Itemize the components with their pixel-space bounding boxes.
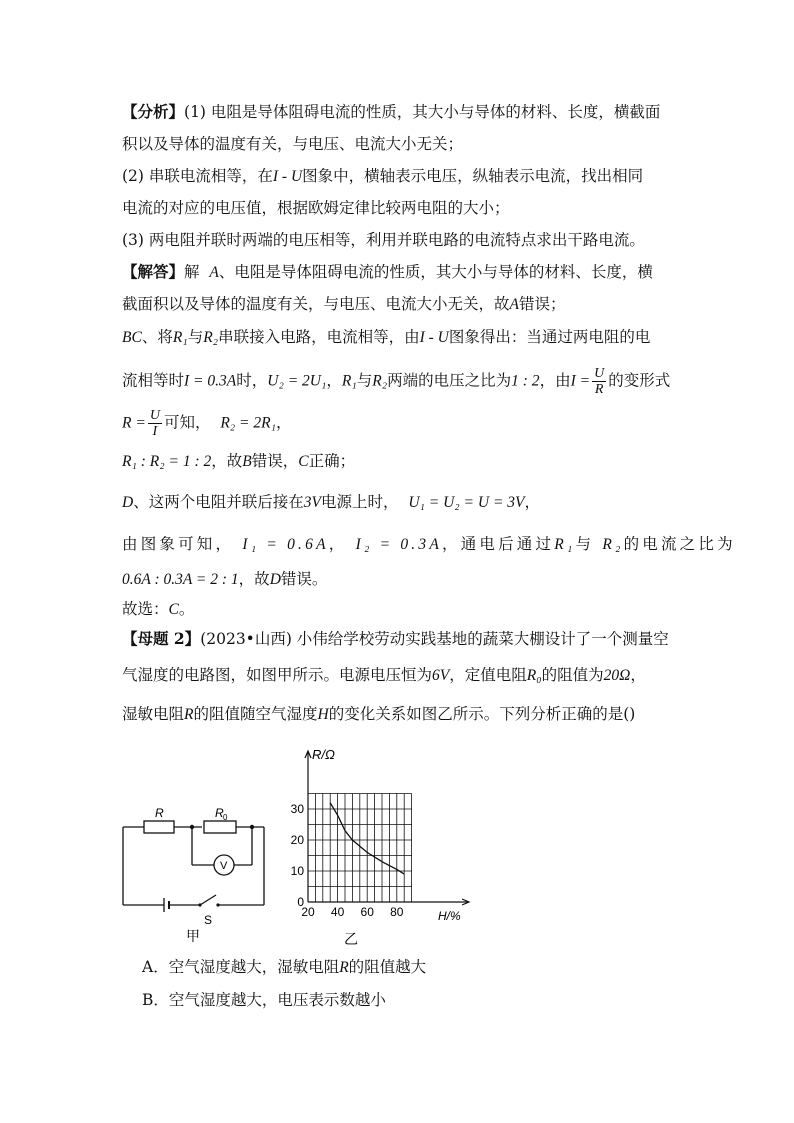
answer-line-7: D、这两个电阻并联后接在3V电源上时， U₁ = U₂ = U = 3V， (122, 493, 541, 511)
answer-final: 故选：C。 (122, 600, 195, 618)
label-v: V (220, 860, 228, 872)
chart-caption: 乙 (344, 931, 358, 947)
switch-s (200, 895, 216, 905)
x-tick-label: 20 (301, 905, 315, 919)
answer-line-3: BC、将R₁与R₂串联接入电路，电流相等，由I - U图象得出：当通过两电阻的电 (122, 328, 651, 346)
chart-ylabel: R/Ω (312, 747, 335, 762)
circuit-caption: 甲 (186, 928, 200, 944)
answer-line-8: 由图象可知， I₁ = 0.6A， I₂ = 0.3A，通电后通过R₁与 R₂的电流之比为 (122, 535, 736, 553)
analysis-line-5: (3) 两电阻并联时两端的电压相等，利用并联电路的电流特点求出干路电流。 (122, 231, 645, 249)
question-line-1: 【母题 2】(2023•山西) 小伟给学校劳动实践基地的蔬菜大棚设计了一个测量空 (122, 629, 669, 648)
resistor-r (144, 821, 174, 833)
y-tick-label: 30 (290, 802, 304, 816)
chart-xlabel: H/% (438, 909, 461, 923)
analysis-line-1: 【分析】(1) 电阻是导体阻碍电流的性质，其大小与导体的材料、长度，横截面 (122, 102, 661, 121)
answer-head: 【解答】 (122, 262, 185, 281)
answer-line-2: 截面积以及导体的温度有关，与电压、电流大小无关，故A错误； (122, 295, 566, 313)
label-r0-sub: 0 (223, 813, 228, 822)
answer-line-6: R₁ : R₂ = 1 : 2，故B错误，C正确； (122, 452, 356, 470)
label-s: S (204, 913, 213, 927)
analysis-line-2: 积以及导体的温度有关，与电压、电流大小无关； (122, 135, 464, 153)
chart-grid (308, 794, 412, 903)
answer-line-5: R = $\frac{U}{I}$ 可知， R₂ = 2R₁， (122, 408, 292, 439)
analysis-line-3: (2) 串联电流相等，在I - U图象中，横轴表示电压，纵轴表示电流，找出相同 (122, 167, 644, 185)
question-line-3: 湿敏电阻R的阻值随空气湿度H的变化关系如图乙所示。下列分析正确的是() (122, 705, 636, 723)
answer-line-9: 0.6A : 0.3A = 2 : 1，故D错误。 (122, 570, 328, 588)
analysis-line-4: 电流的对应的电压值，根据欧姆定律比较两电阻的大小； (122, 199, 510, 217)
answer-line-4: 流相等时I = 0.3A时，U₂ = 2U₁，R₁与R₂两端的电压之比为1 : 2，由I = $\frac{U}{R}$ 的变形式 (122, 366, 671, 397)
question-head: 【母题 2】 (122, 629, 201, 648)
answer-line-1: 【解答】解 A、电阻是导体阻碍电流的性质，其大小与导体的材料、长度，横 (122, 262, 653, 281)
circuit-diagram (118, 795, 278, 945)
fraction-u-over-i: $\frac{U}{I}$ (149, 408, 160, 439)
analysis-head: 【分析】 (122, 102, 185, 121)
y-tick-label: 20 (290, 833, 304, 847)
fraction-u-over-r: $\frac{U}{R}$ (594, 366, 605, 397)
y-tick-label: 10 (290, 864, 304, 878)
humidity-resistance-chart (280, 742, 480, 947)
x-tick-label: 80 (390, 905, 404, 919)
resistor-r0 (204, 821, 236, 833)
option-a: A．空气湿度越大，湿敏电阻R的阻值越大 (142, 958, 427, 976)
option-b: B．空气湿度越大，电压表示数越小 (142, 991, 386, 1009)
label-r0: R (215, 806, 224, 820)
label-r: R (155, 806, 164, 820)
x-tick-label: 40 (330, 905, 345, 919)
x-tick-label: 60 (360, 905, 374, 919)
question-line-2: 气湿度的电路图，如图甲所示。电源电压恒为6V，定值电阻R₀的阻值为20Ω， (122, 666, 646, 684)
chart-axes (305, 751, 469, 905)
y-tick-label: 0 (297, 895, 304, 909)
